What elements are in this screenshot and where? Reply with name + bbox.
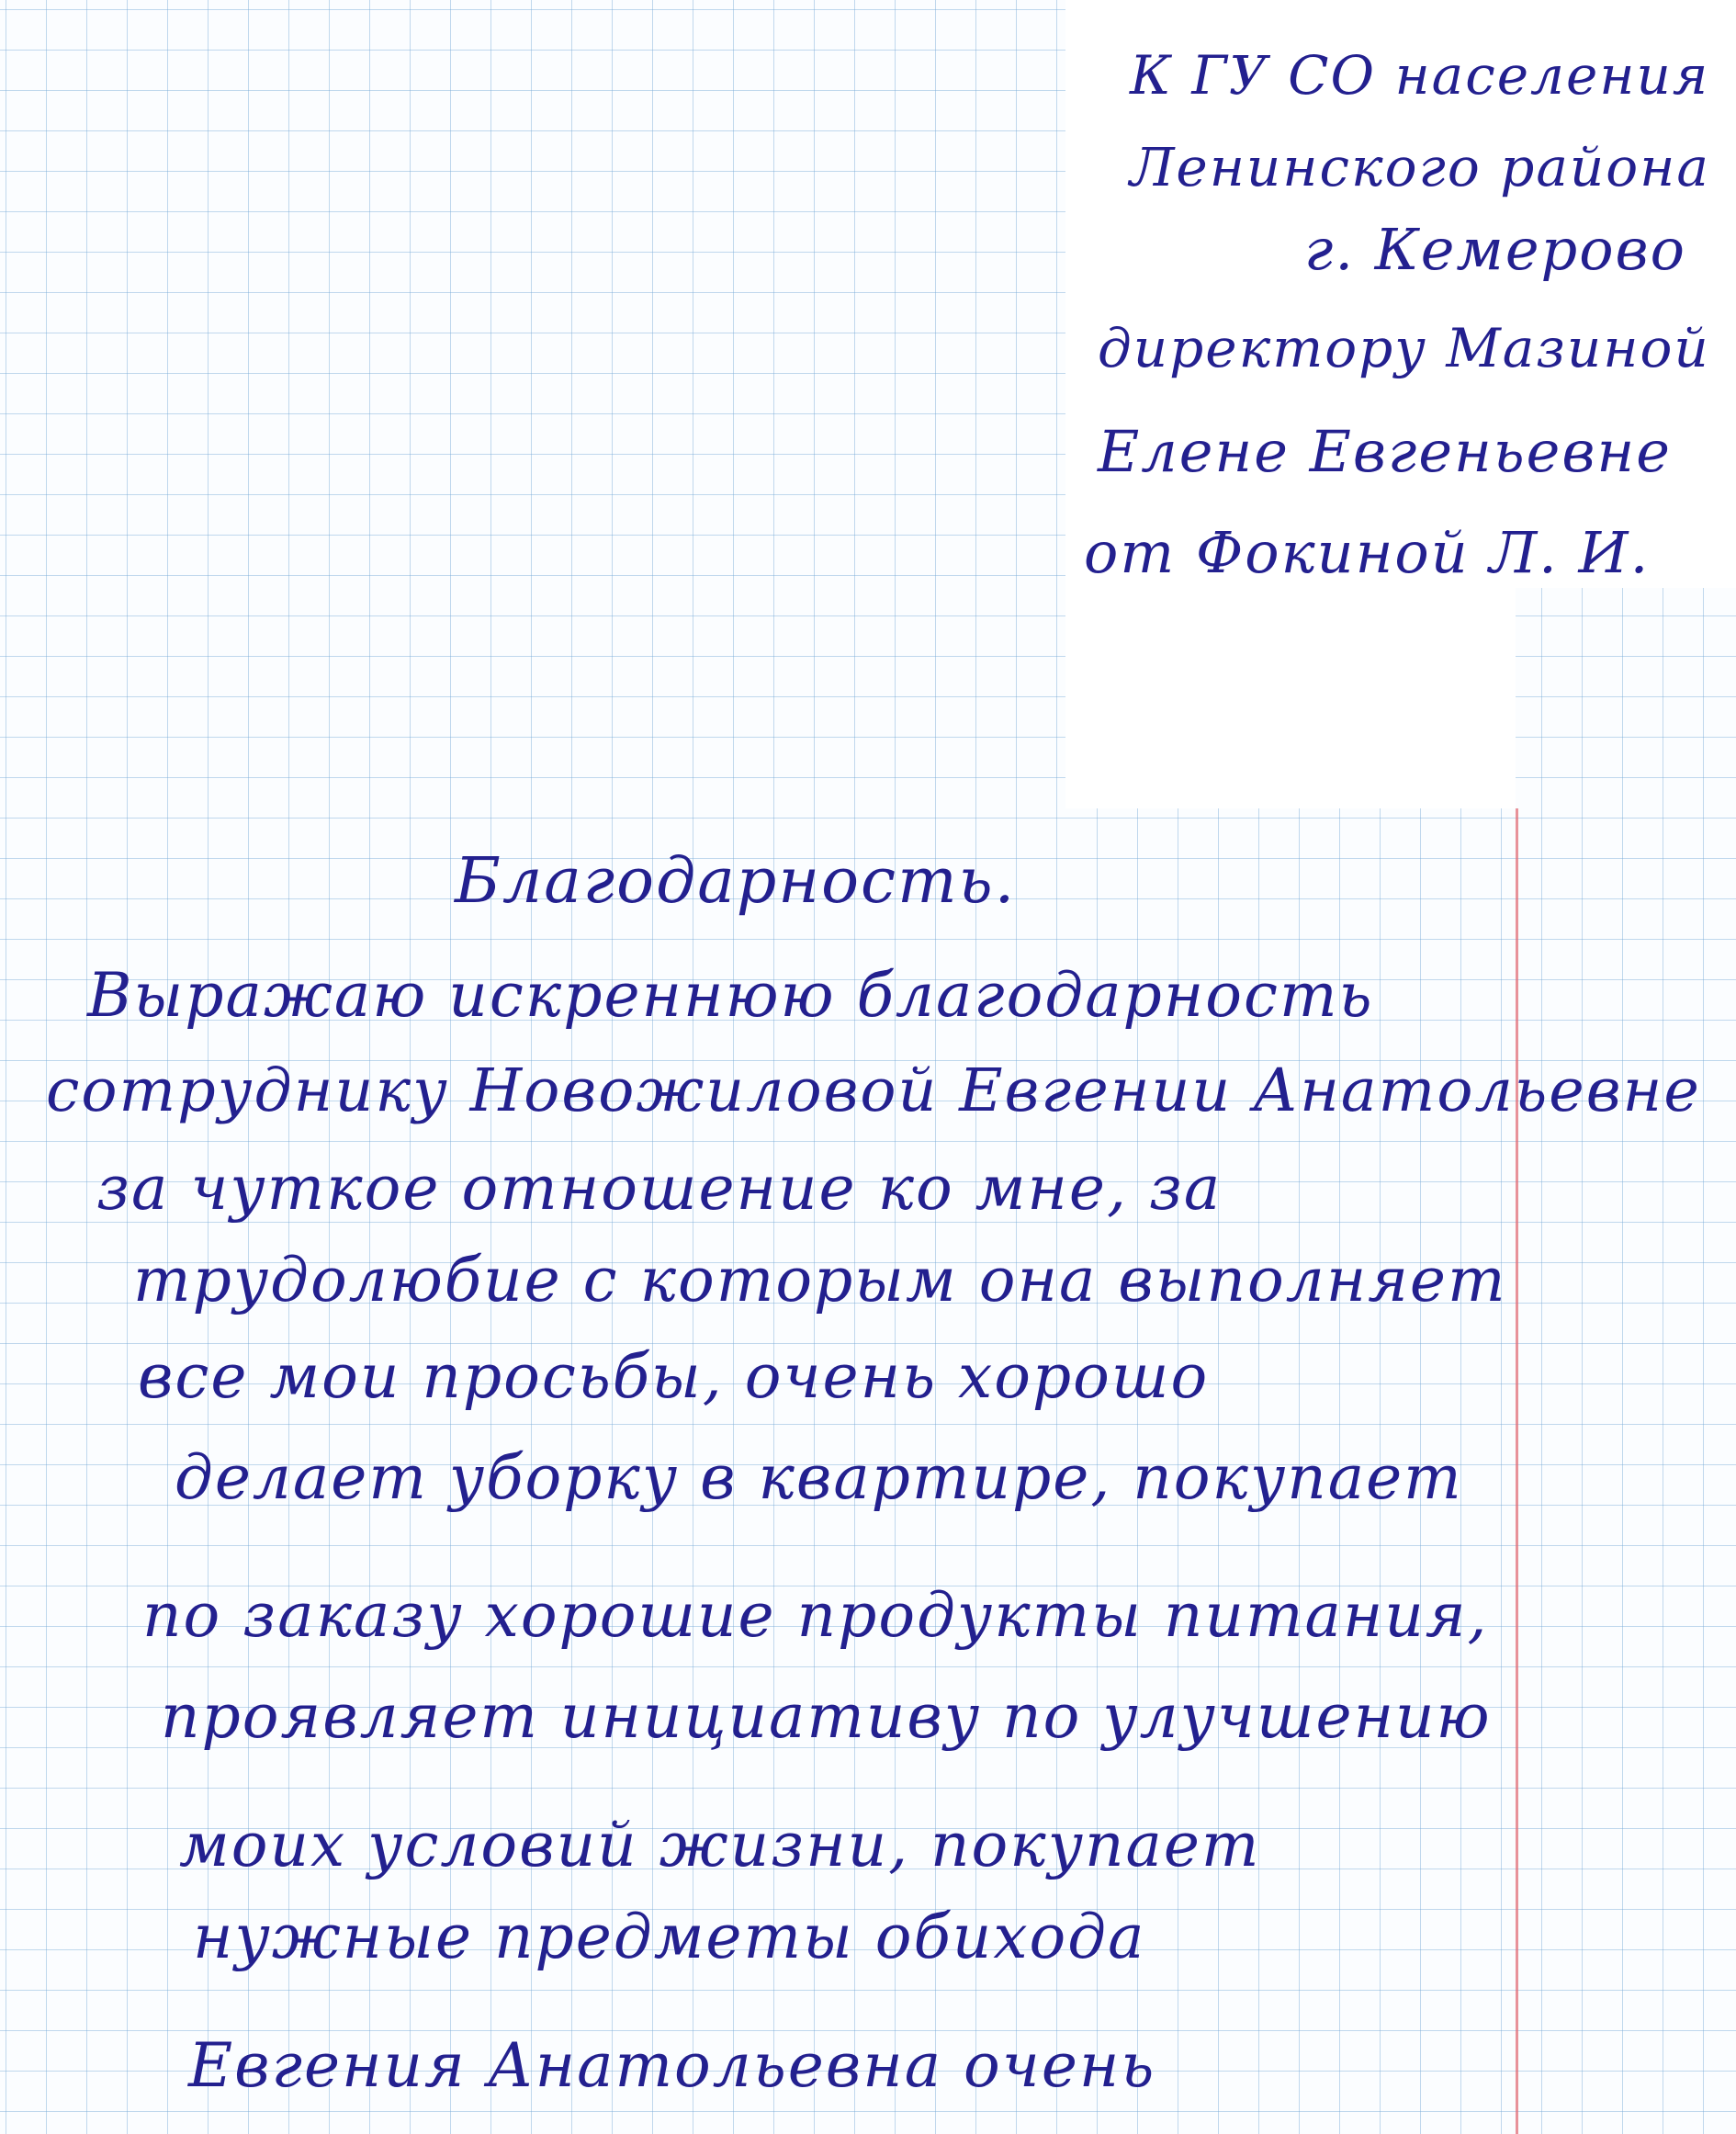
margin-line: [1516, 808, 1518, 2134]
body-line: делает уборку в квартире, покупает: [175, 1442, 1463, 1513]
address-line: Елене Евгеньевне: [1098, 418, 1672, 485]
address-line: Ленинского района: [1130, 136, 1710, 198]
address-line: г. Кемерово: [1304, 216, 1686, 283]
body-line: нужные предметы обихода: [193, 1902, 1146, 1972]
document-title: Благодарность.: [455, 845, 1017, 918]
address-line: К ГУ СО населения: [1130, 44, 1710, 107]
body-line: трудолюбие с которым она выполняет: [133, 1245, 1507, 1315]
address-line: от Фокиной Л. И.: [1084, 519, 1651, 586]
body-line: за чуткое отношение ко мне, за: [96, 1153, 1223, 1224]
body-line: все мои просьбы, очень хорошо: [138, 1341, 1210, 1412]
body-line: Евгения Анатольевна очень: [188, 2030, 1156, 2101]
address-line: директору Мазиной: [1098, 317, 1710, 379]
body-line: моих условий жизни, покупает: [179, 1810, 1261, 1880]
body-line: сотруднику Новожиловой Евгении Анатольевне: [46, 1056, 1701, 1125]
body-line: по заказу хорошие продукты питания,: [142, 1580, 1489, 1651]
body-line: проявляет инициативу по улучшению: [161, 1681, 1492, 1752]
body-line: Выражаю искреннюю благодарность: [87, 960, 1374, 1031]
address-paper-patch-lower: [1065, 588, 1516, 808]
